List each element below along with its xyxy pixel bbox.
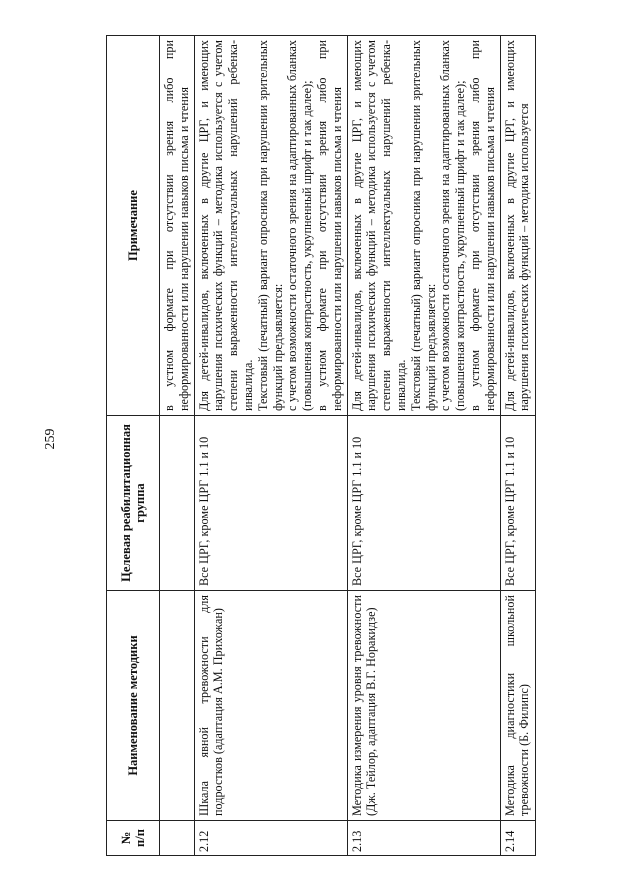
cell-note xyxy=(500,36,535,416)
cell-group xyxy=(160,416,195,591)
cell-name: Методика диагностики школьной тревожности (Б. Филипс) xyxy=(500,591,535,821)
cell-group: Все ЦРГ, кроме ЦРГ 1.1 и 10 xyxy=(194,416,347,591)
header-note: Примечание xyxy=(107,36,160,416)
note-paragraph: Текстовый (печатный) вариант опросника при нарушении зрительных функций предъявляется: xyxy=(408,40,438,411)
cell-num: 2.13 xyxy=(347,821,500,856)
note-paragraph: в устном формате при отсутствии зрения либо при неформированности или нарушении навыков письма и чтения xyxy=(162,40,191,411)
methods-table xyxy=(106,35,536,856)
note-paragraph: Для детей-инвалидов, включенных в другие ЦРГ, и имеющих нарушения психических функций – методика используется с учетом степени выраженности интеллектуальных нарушений ребенка-инвалида. xyxy=(349,40,408,411)
table-header-row xyxy=(107,36,160,856)
cell-note xyxy=(347,36,500,416)
table-row-2-12 xyxy=(194,36,347,856)
cell-num: 2.14 xyxy=(500,821,535,856)
note-paragraph: в устном формате при отсутствии зрения либо при неформированности или нарушении навыков письма и чтения xyxy=(314,40,344,411)
cell-name xyxy=(160,591,195,821)
page-number: 259 xyxy=(43,428,58,450)
cell-name: Методика измерения уровня тревожности (Дж. Тейлор, адаптация В.Г. Норакидзе) xyxy=(347,591,500,821)
header-name: Наименование методики xyxy=(107,591,160,821)
cell-note xyxy=(194,36,347,416)
table-row-2-14 xyxy=(500,36,535,856)
table-row-continuation xyxy=(160,36,195,856)
cell-num: 2.12 xyxy=(194,821,347,856)
note-paragraph: в устном формате при отсутствии зрения либо при неформированности или нарушении навыков письма и чтения xyxy=(467,40,497,411)
rotated-table-container xyxy=(106,36,566,856)
header-num: № п/п xyxy=(107,821,160,856)
note-paragraph: с учетом возможности остаточного зрения на адаптированных бланках (повышенная контрастность, укрупненный шрифт и так далее); xyxy=(285,40,315,411)
cell-num xyxy=(160,821,195,856)
note-paragraph: Текстовый (печатный) вариант опросника при нарушении зрительных функций предъявляется: xyxy=(255,40,285,411)
note-paragraph: Для детей-инвалидов, включенных в другие ЦРГ, и имеющих нарушения психических функций – методика используется с учетом степени выраженности интеллектуальных нарушений ребенка-инвалида. xyxy=(196,40,255,411)
note-paragraph: с учетом возможности остаточного зрения на адаптированных бланках (повышенная контрастность, укрупненный шрифт и так далее); xyxy=(438,40,468,411)
header-group: Целевая реабилитационная группа xyxy=(107,416,160,591)
cell-group: Все ЦРГ, кроме ЦРГ 1.1 и 10 xyxy=(500,416,535,591)
cell-name: Шкала явной тревожности для подростков (адаптация А.М. Прихожан) xyxy=(194,591,347,821)
cell-note xyxy=(160,36,195,416)
cell-group: Все ЦРГ, кроме ЦРГ 1.1 и 10 xyxy=(347,416,500,591)
note-paragraph: Для детей-инвалидов, включенных в другие ЦРГ, и имеющих нарушения психических функций – методика используется xyxy=(502,40,532,411)
table-row-2-13 xyxy=(347,36,500,856)
